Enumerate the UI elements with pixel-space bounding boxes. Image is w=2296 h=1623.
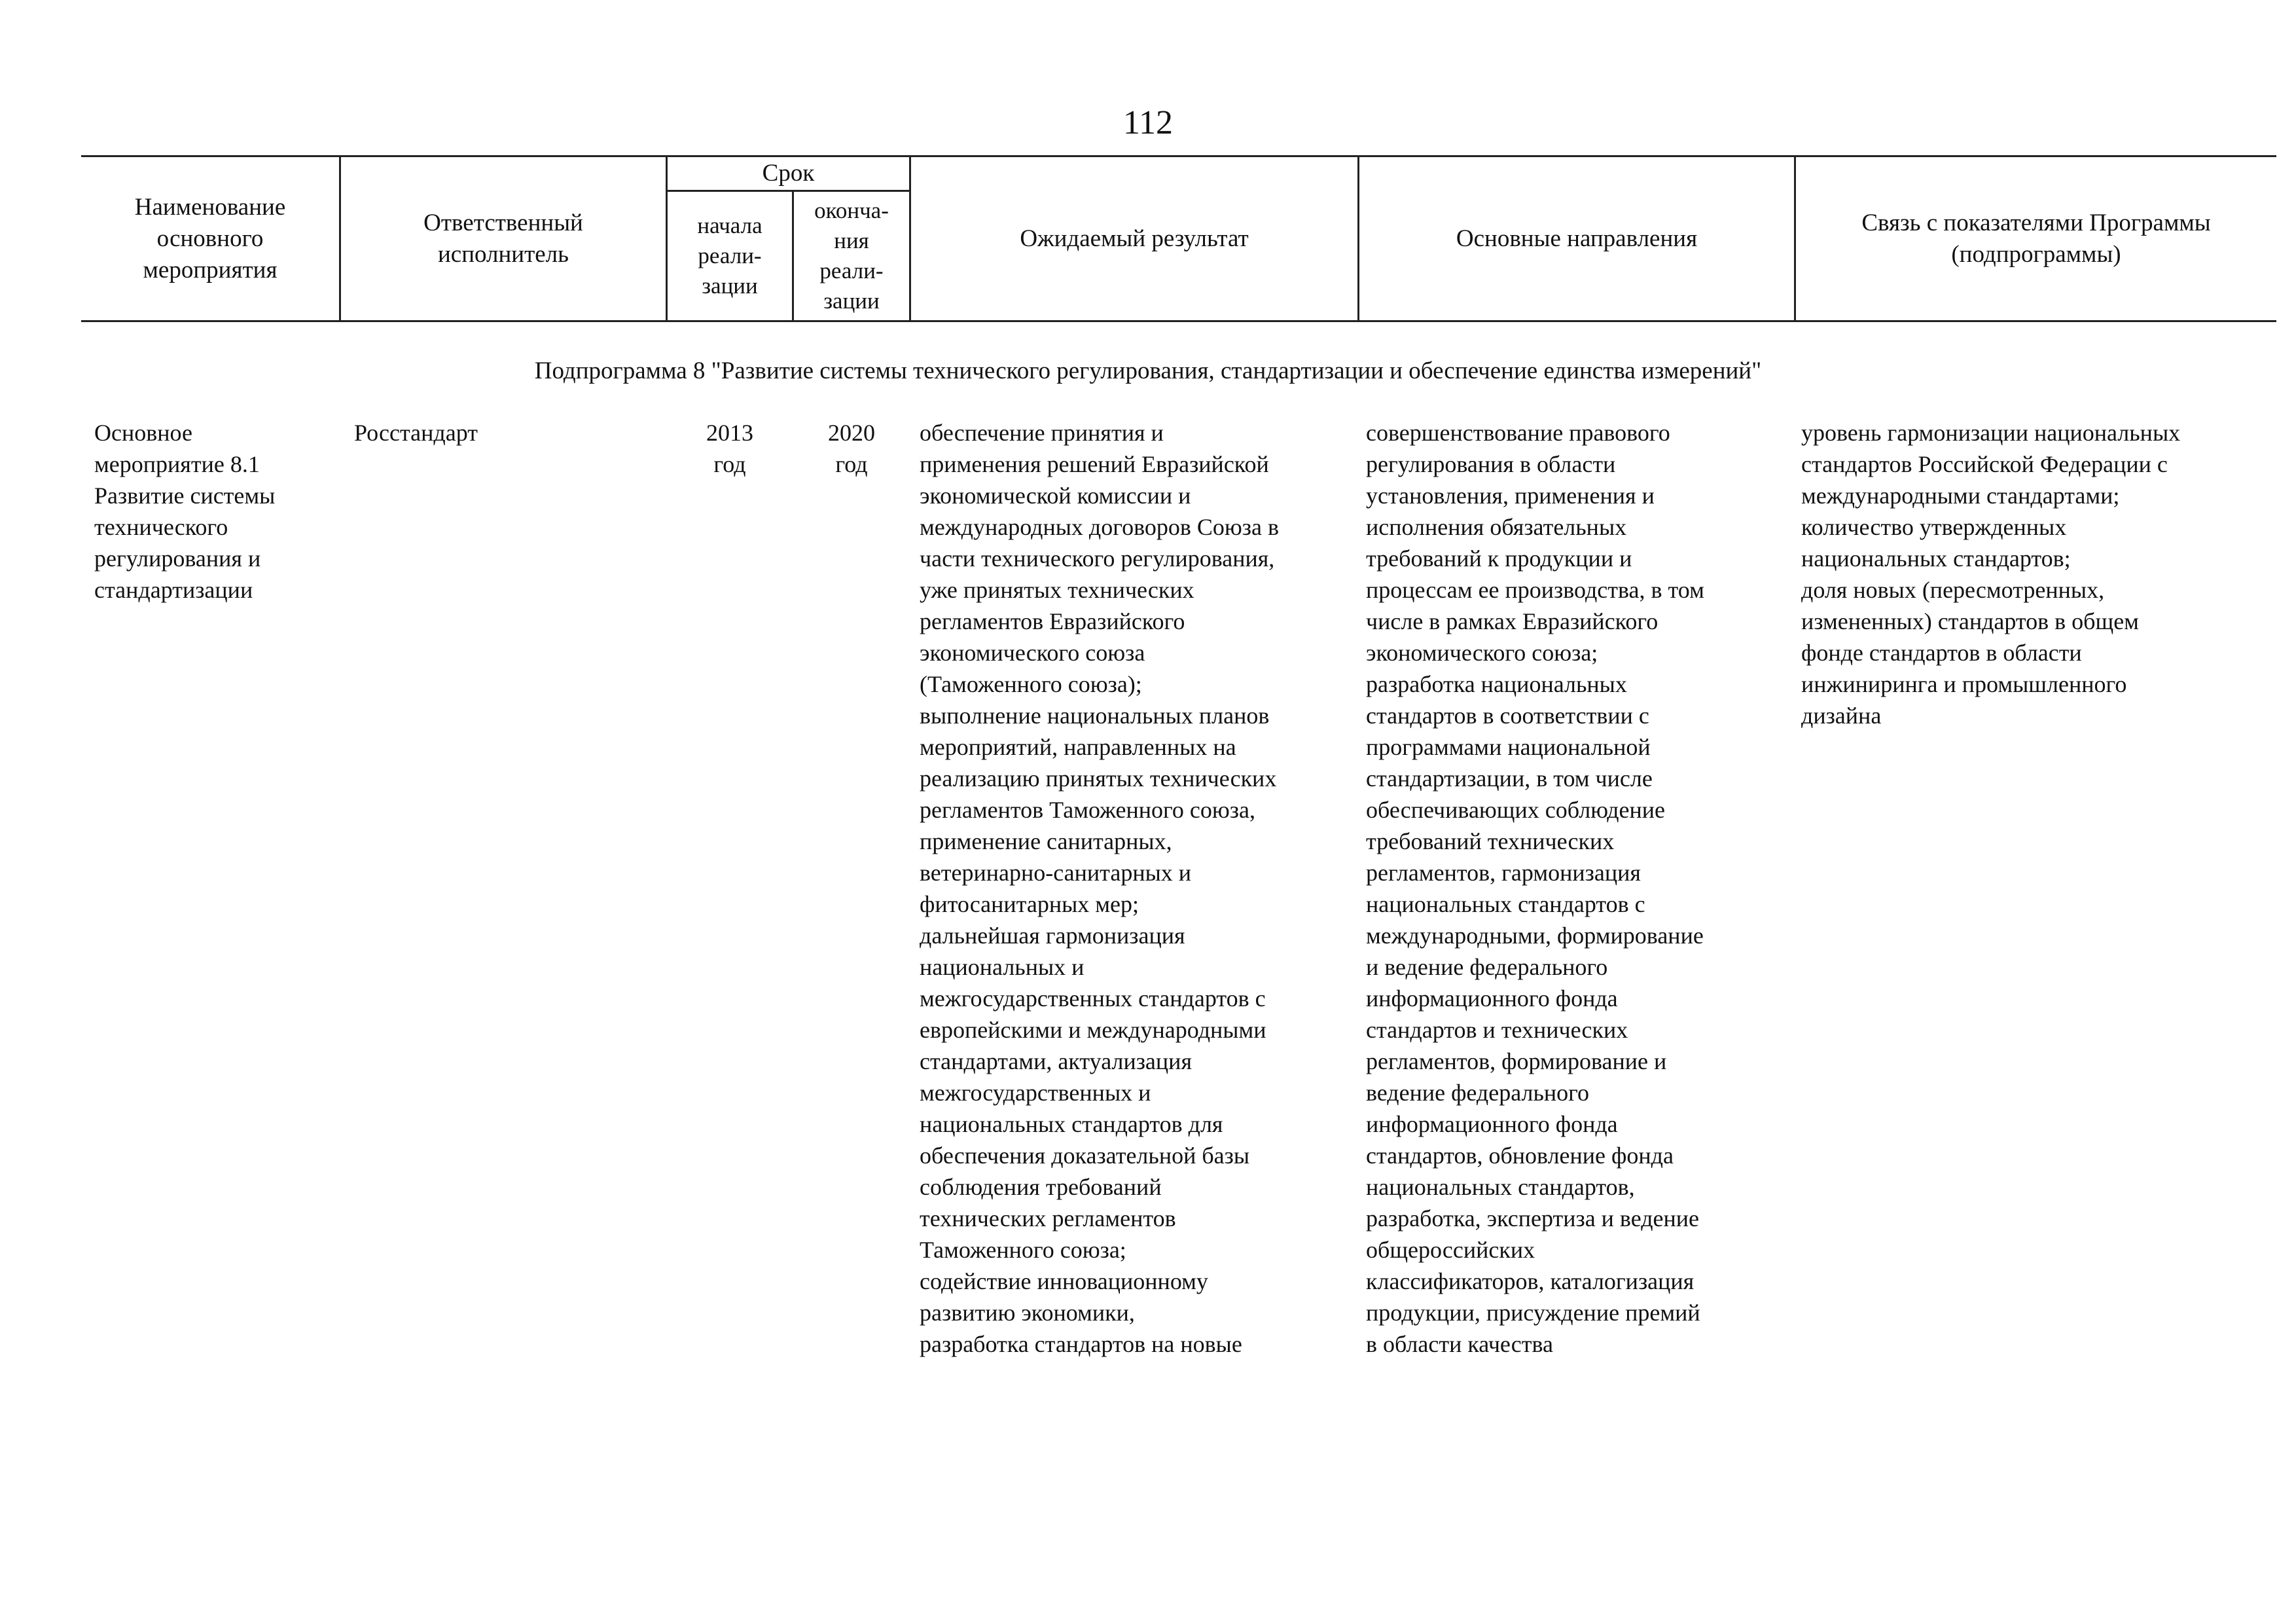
row-program-indicators: уровень гармонизации национальных стандартов Российской Федерации с международными стандартами; количество утвержденных национальных стандартов; доля новых (пересмотренных, измененных) стандартов в общем фонде стандартов в области инжиниринга и промышленного дизайна — [1801, 420, 2181, 729]
header-name-text: Наименование основного мероприятия — [134, 193, 286, 283]
header-link — [1796, 157, 2276, 320]
header-term-text: Срок — [762, 160, 815, 187]
header-bottom-rule — [81, 320, 2276, 322]
header-directions — [1359, 157, 1794, 320]
header-term — [668, 157, 909, 190]
header-end — [794, 192, 909, 320]
header-link-text: Связь с показателями Программы (подпрограммы) — [1861, 209, 2211, 268]
header-name — [81, 157, 339, 320]
header-executor-text: Ответственный исполнитель — [423, 209, 583, 268]
row-end-year: 2020 год — [828, 420, 875, 477]
row-executor: Росстандарт — [354, 420, 478, 446]
subprogram-title: Подпрограмма 8 "Развитие системы технического регулирования, стандартизации и обеспечение единства измерений" — [534, 357, 1762, 384]
row-expected-result: обеспечение принятия и применения решений Евразийской экономической комиссии и международных договоров Союза в части технического регулирования, уже принятых технических регламентов Евразийского экономического союза (Таможенного союза); выполнение национальных планов мероприятий, направленных на реализацию принятых технических регламентов Таможенного союза, применение санитарных, ветеринарно-санитарных и фитосанитарных мер; дальнейшая гармонизация национальных и межгосударственных стандартов с европейскими и международными стандартами, актуализация межгосударственных и национальных стандартов для обеспечения доказательной базы соблюдения требований технических регламентов Таможенного союза; содействие инновационному развитию экономики, разработка стандартов на новые — [920, 420, 1279, 1357]
row-main-directions: совершенствование правового регулирования в области установления, применения и исполнения обязательных требований к продукции и процессам ее производства, в том числе в рамках Евразийского экономического союза; разработка национальных стандартов в соответствии с программами национальной стандартизации, в том числе обеспечивающих соблюдение требований технических регламентов, гармонизация национальных стандартов с международными, формирование и ведение федерального информационного фонда стандартов и технических регламентов, формирование и ведение федерального информационного фонда стандартов, обновление фонда национальных стандартов, разработка, экспертиза и ведение общероссийских классификаторов, каталогизация продукции, присуждение премий в области качества — [1366, 420, 1704, 1357]
header-result — [911, 157, 1357, 320]
header-executor — [341, 157, 666, 320]
header-directions-text: Основные направления — [1456, 225, 1698, 252]
header-start-text: начала реали- зации — [697, 213, 762, 299]
page-number: 112 — [1122, 104, 1174, 141]
row-name: Основное мероприятие 8.1 Развитие системы технического регулирования и стандартизации — [94, 420, 276, 603]
row-start-year: 2013 год — [706, 420, 753, 477]
header-end-text: оконча- ния реали- зации — [814, 198, 889, 314]
header-start — [668, 192, 792, 320]
header-result-text: Ожидаемый результат — [1020, 225, 1249, 252]
